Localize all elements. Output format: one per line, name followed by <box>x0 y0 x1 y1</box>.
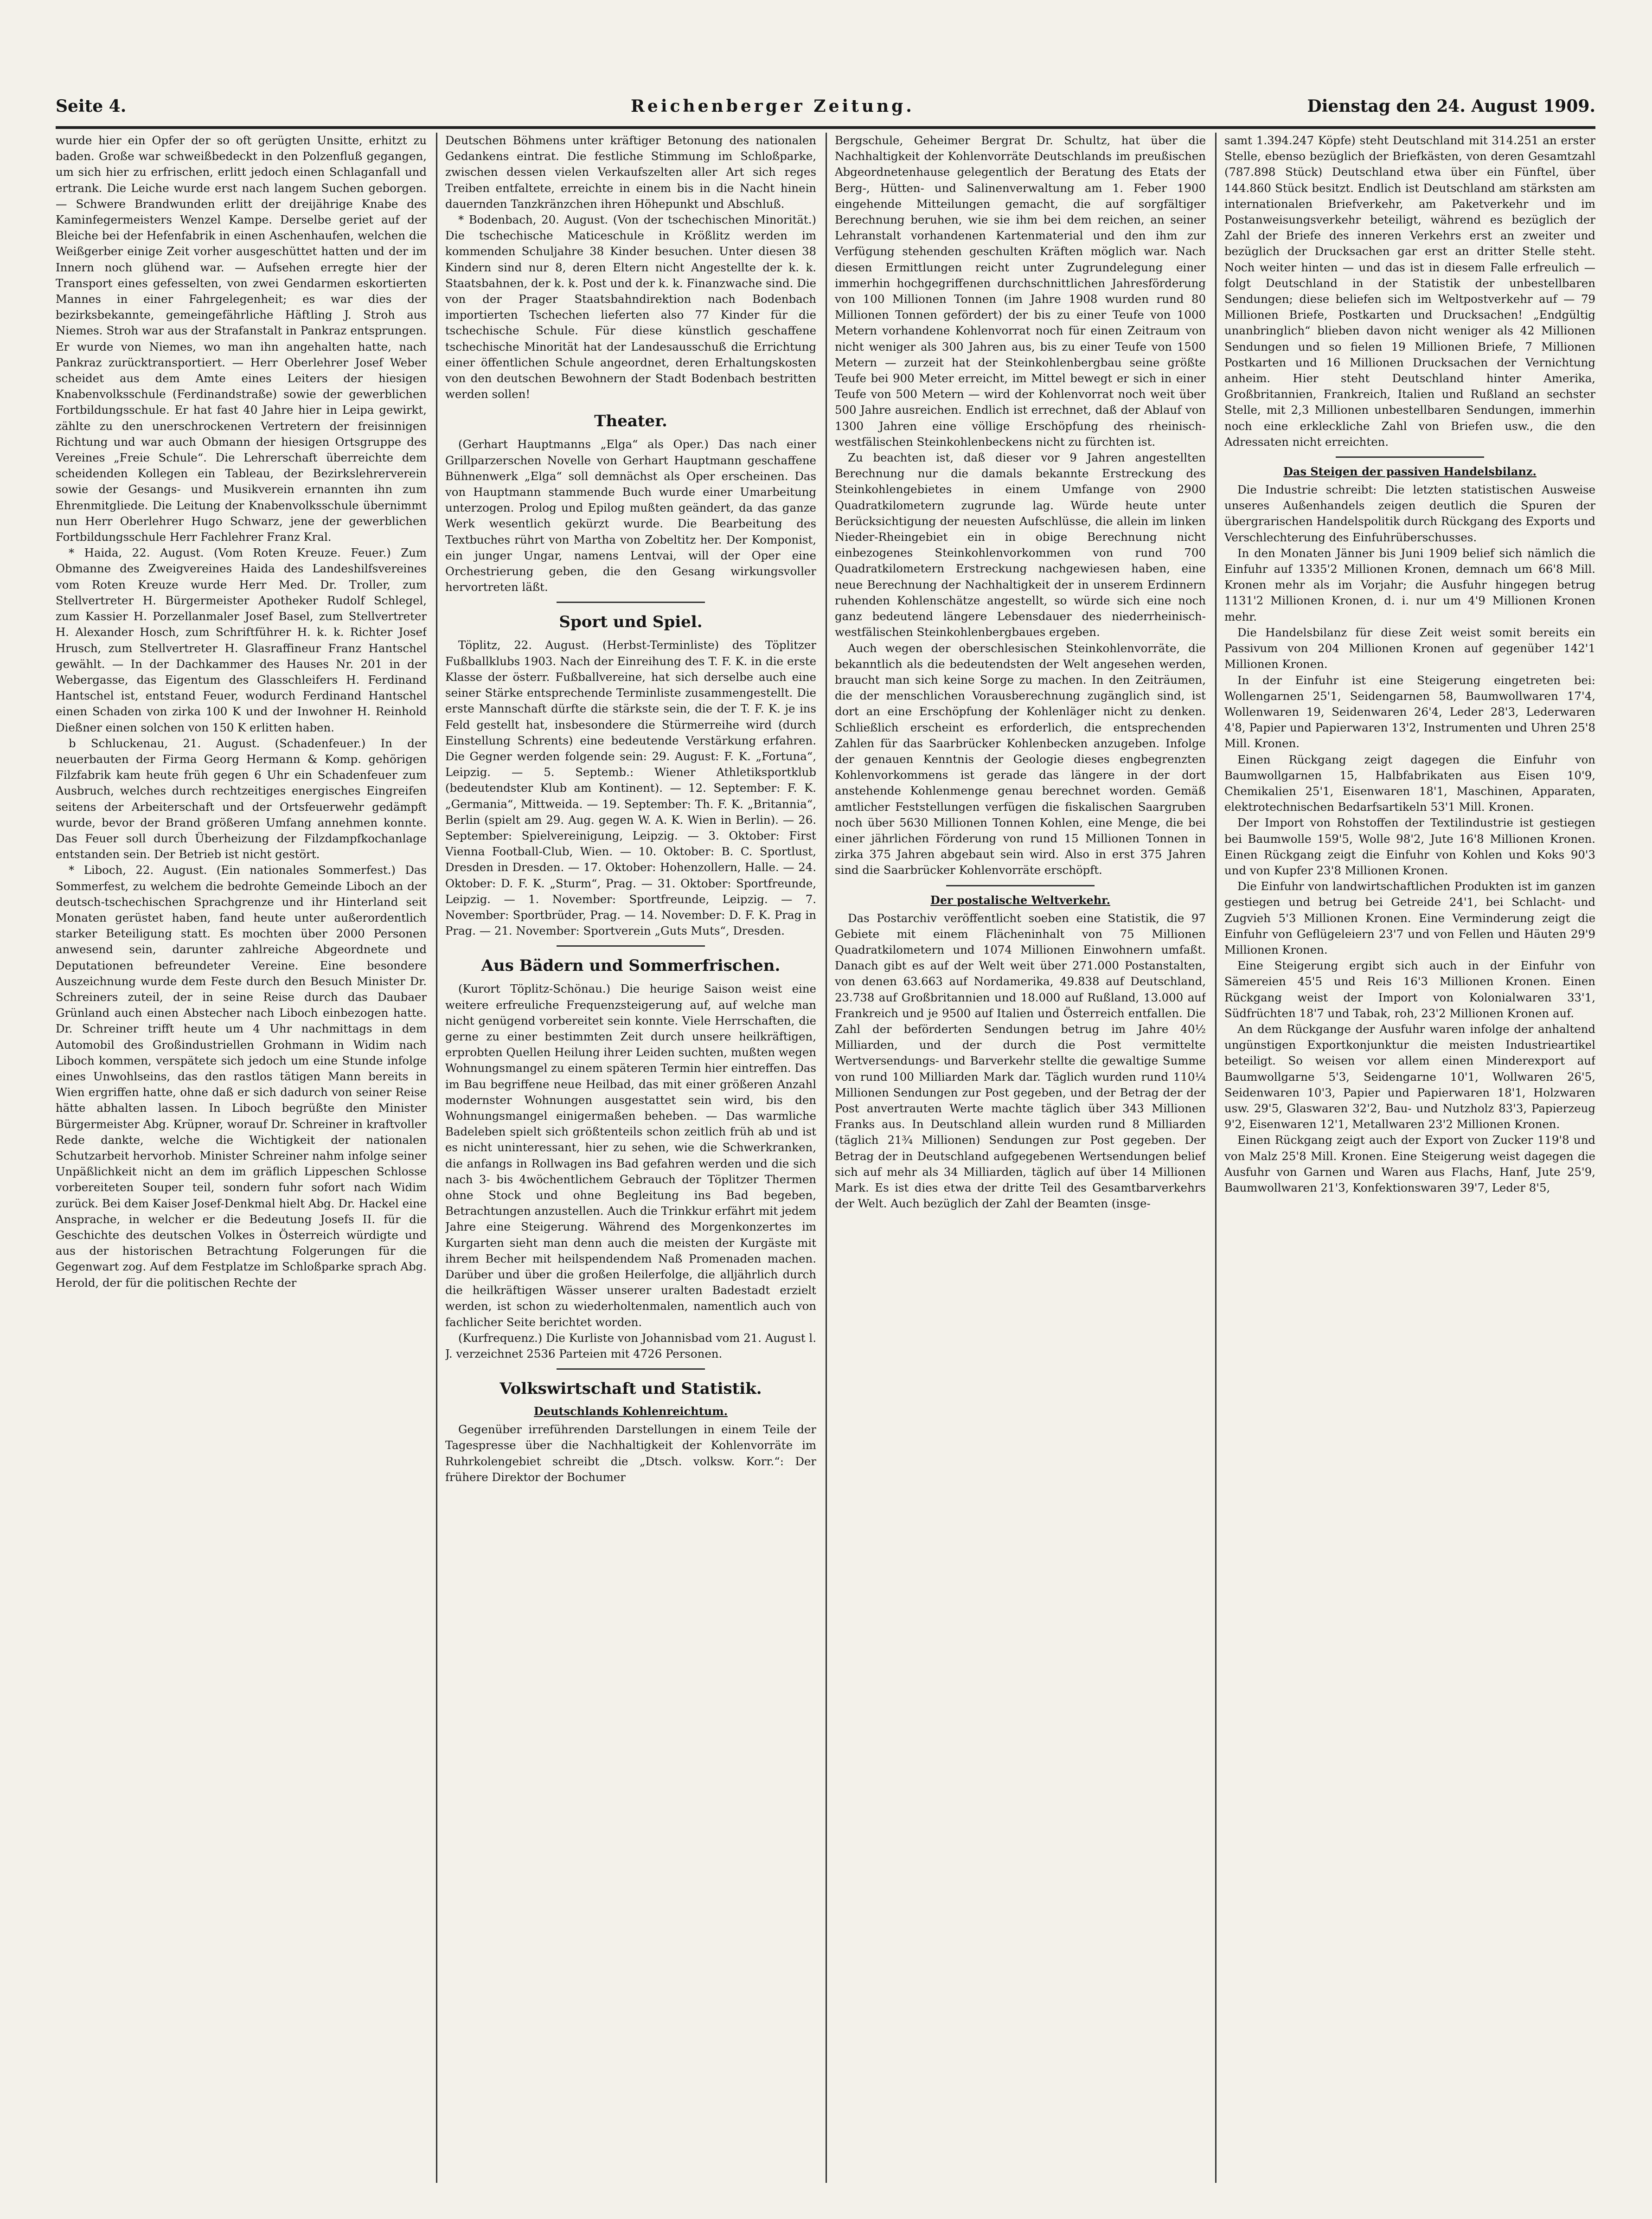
column-1 <box>56 133 427 2183</box>
article-text: Das Postarchiv veröffentlicht soeben eine Statistik, die 97 Gebiete mit einem Flächeninhalt von 75 Millionen Quadratkilometern und 1074 Millionen Einwohnern umfaßt. Danach gibt es auf der Welt weit über 271.000 Postanstalten, von denen 63.663 auf Nordamerika, 49.838 auf Deutschland, 23.738 auf Großbritannien und 18.000 auf Rußland, 13.000 auf Frankreich und je 9500 auf Italien und Österreich entfallen. Die Zahl der beförderten Sendungen betrug im Jahre 40½ Milliarden, und der durch die Post vermittelte Wertversendungs- und Barverkehr stellte die gewaltige Summe von rund 100 Milliarden Mark dar. Täglich wurden rund 110¼ Millionen Sendungen zur Post gegeben, und der Betrag der der Post anvertrauten Werte machte täglich über 343 Millionen Franks aus. In Deutschland allein wurden rund 8 Milliarden (täglich 21¾ Millionen) Sendungen zur Post gegeben. Der Betrag der in Deutschland aufgegebenen Wertsendungen belief sich auf mehr als 34 Milliarden, täglich auf über 14 Millionen Mark. Es ist dies etwa der dritte Teil des Gesamtbarverkehrs der Welt. Auch bezüglich der Zahl der Beamten (insge- <box>835 911 1206 1211</box>
newspaper-page <box>56 93 1595 2189</box>
article-text: wurde hier ein Opfer der so oft gerügten Unsitte, erhitzt zu baden. Große war schweißbedeckt in den Polzenfluß gegangen, um sich hier zu erfrischen, erlitt jedoch einen Schlaganfall und ertrank. Die Leiche wurde erst nach langem Suchen geborgen. — Schwere Brandwunden erlitt der dreijährige Knabe des Kaminfegermeisters Wenzel Kampe. Derselbe geriet auf der Bleiche bei der Hefenfabrik in einen Aschenhaufen, welchen die Weißgerber einige Zeit vorher ausgeschüttet hatten und der im Innern noch glühend war. — Aufsehen erregte hier der Transport eines gefesselten, von zwei Gendarmen eskortierten Mannes in einer Fahrgelegenheit; es war dies der bezirksbekannte, gemeingefährliche Häftling J. Stroh aus Niemes. Stroh war aus der Strafanstalt in Pankraz entsprungen. Er wurde von Niemes, wo man ihn angehalten hatte, nach Pankraz zurücktransportiert. — Herr Oberlehrer Josef Weber scheidet aus dem Amte eines Leiters der hiesigen Knabenvolksschule (Ferdinandstraße) sowie der gewerblichen Fortbildungsschule. Er hat fast 40 Jahre hier in Leipa gewirkt, zählte zu den unerschrockenen Vertretern der freisinnigen Richtung und war auch Obmann der hiesigen Ortsgruppe des Vereines „Freie Schule“. Die Lehrerschaft überreichte dem scheidenden Kollegen ein Tableau, der Bezirkslehrerverein sowie der Gesangs- und Musikverein ernannten ihn zum Ehrenmitgliede. Die Leitung der Knabenvolksschule übernimmt nun Herr Oberlehrer Hugo Schwarz, jene der gewerblichen Fortbildungsschule Herr Fachlehrer Franz Kral. <box>56 134 427 544</box>
article-text: An dem Rückgange der Ausfuhr waren infolge der anhaltend ungünstigen Exportkonjunktur die meisten Industrieartikel beteiligt. So weisen vor allem einen Minderexport auf Baumwollgarne 5'3, Seidengarne 10'1, Wollwaren 26'5, Seidenwaren 10'3, Papier und Papierwaren 18'1, Holzwaren usw. 29'5, Glaswaren 32'2, Bau- und Nutzholz 83'3, Papierzeug 9'2, Eisenwaren 12'1, Metallwaren 23'2 Millionen Kronen. <box>1224 1022 1595 1131</box>
article-text: Bergschule, Geheimer Bergrat Dr. Schultz, hat über die Nachhaltigkeit der Kohlenvorräte Deutschlands im preußischen Abgeordnetenhause gelegentlich der Beratung des Etats der Berg-, Hütten- und Salinenverwaltung am 1. Feber 1900 eingehende Mitteilungen gemacht, die auf sorgfältiger Berechnung beruhen, wie sie ihm bei dem reichen, an seiner Lehranstalt vorhandenen Kartenmaterial und den ihm zur Verfügung stehenden geschulten Kräften möglich war. Nach diesen Ermittlungen reicht unter Zugrundelegung einer immerhin hochgegriffenen durchschnittlichen Jahresförderung von 100 Millionen Tonnen (im Jahre 1908 wurden rund 80 Millionen Tonnen gefördert) der bis zu einer Teufe von 1000 Metern vorhandene Kohlenvorrat noch für einen Zeitraum von nicht weniger als 300 Jahren aus, bis zu einer Teufe von 1500 Metern — zurzeit hat der Steinkohlenbergbau seine größte Teufe bei 900 Meter erreicht, im Mittel bewegt er sich in einer Teufe von 500 Metern — wird der Kohlenvorrat noch weit über 500 Jahre ausreichen. Endlich ist errechnet, daß der Ablauf von 1300 Jahren eine völlige Erschöpfung des rheinisch-westfälischen Steinkohlenbeckens nicht zu fürchten ist. <box>835 134 1206 449</box>
article-text: Eine Steigerung ergibt sich auch in der Einfuhr von Sämereien 45'5 und Reis 16'3 Millionen Kronen. Einen Rückgang weist der Import von Kolonialwaren 33'1, Südfrüchten 18'7 und Tabak, roh, 23'2 Millionen Kronen auf. <box>1224 959 1595 1020</box>
short-rule <box>946 885 1095 886</box>
short-rule <box>1336 456 1484 458</box>
article-text: Einen Rückgang zeigt dagegen die Einfuhr von Baumwollgarnen 15, Halbfabrikaten aus Eisen 10'9, Chemikalien 25'1, Eisenwaren 18'1, Maschinen, Apparaten, elektrotechnischen Bedarfsartikeln 53'1 Mill. Kronen. <box>1224 752 1595 814</box>
article-text: Töplitz, 22. August. (Herbst-Terminliste) des Töplitzer Fußballklubs 1903. Nach der Einreihung des T. F. K. in die erste Klasse der österr. Fußballvereine, hat sich derselbe auch eine seiner Stärke entsprechende Terminliste zusammengestellt. Die erste Mannschaft dürfte die stärkste sein, die der T. F. K. je ins Feld gestellt hat, insbesondere die Stürmerreihe wird (durch Einstellung Schrents) eine bedeutende Verstärkung erfahren. Die Gegner werden folgende sein: 29. August: F. K. „Fortuna“, Leipzig. — 5. Septemb.: Wiener Athletiksportklub (bedeutendster Klub am Kontinent). — 12. September: F. K. „Germania“, Mittweida. — 19. September: Th. F. K. „Britannia“, Berlin (spielt am 29. Aug. gegen W. A. K. Wien in Berlin). — 26. September: Spielvereinigung, Leipzig. — 3. Oktober: First Vienna Football-Club, Wien. — 10. Oktober: B. C. Sportlust, Dresden in Dresden. — 17. Oktober: Hohenzollern, Halle. — 24. Oktober: D. F. K. „Sturm“, Prag. — 31. Oktober: Sportfreunde, Leipzig. — 1. November: Sportfreunde, Leipzig. — 7. November: Sportbrüder, Prag. — 14. November: D. F. K. Prag in Prag. — 21. November: Sportverein „Guts Muts“, Dresden. <box>445 638 816 938</box>
masthead <box>56 93 1595 122</box>
article-subheading: Der postalische Weltverkehr. <box>930 893 1110 907</box>
article-text: (Kurfrequenz.) Die Kurliste von Johannisbad vom 21. August l. J. verzeichnet 2536 Parteien mit 4726 Personen. <box>445 1331 816 1361</box>
article-subheading: Deutschlands Kohlenreichtum. <box>534 1405 728 1418</box>
article-text: (Kurort Töplitz-Schönau.) Die heurige Saison weist eine weitere erfreuliche Frequenzsteigerung auf, auf welche man nicht genügend vorbereitet sein konnte. Viele Herrschaften, die gerne zu einer bestimmten Zeit durch unsere heilkräftigen, erprobten Quellen Heilung ihrer Leiden suchten, mußten wegen Wohnungsmangel zu einem späteren Termin hier eintreffen. Das im Bau begriffene neue Heilbad, das mit einer größeren Anzahl modernster Wohnungen ausgestattet sein wird, bis den Wohnungsmangel einigermaßen beheben. — Das warmliche Badeleben spielt sich größtenteils schon zeitlich früh ab und ist es nicht uninteressant, hier zu sehen, wie die Schwerkranken, die anfangs in Rollwagen ins Bad gefahren werden und die sich nach 3- bis 4wöchentlichem Gebrauch der Töplitzer Thermen ohne Stock und ohne Begleitung ins Bad begeben, Betrachtungen anzustellen. Auch die Trinkkur erfährt mit jedem Jahre eine Steigerung. Während des Morgenkonzertes im Kurgarten sieht man denn auch die meisten der Kurgäste mit ihrem Becher mit heilspendendem Naß Promenaden machen. Darüber und über die großen Heilerfolge, die alljährlich durch die heilkräftigen Wässer unserer uralten Badestadt erzielt werden, ist schon zu wiederholtenmalen, namentlich auch von fachlicher Seite berichtet worden. <box>445 982 816 1329</box>
article-text: Gegenüber irreführenden Darstellungen in einem Teile der Tagespresse über die Nachhaltigkeit der Kohlenvorräte im Ruhrkolengebiet schreibt die „Dtsch. volksw. Korr.“: Der frühere Direktor der Bochumer <box>445 1423 816 1484</box>
article-text: In der Einfuhr ist eine Steigerung eingetreten bei: Wollengarnen 25'1, Seidengarnen 58, Baumwollwaren 17'4, Wollenwaren 19, Seidenwaren 26'4, Leder 28'3, Lederwaren 4'8, Papier und Papierwaren 13'2, Instrumenten und Uhren 25'8 Mill. Kronen. <box>1224 673 1595 750</box>
column-divider <box>826 133 827 2183</box>
newspaper-title: Reichenberger Zeitung. <box>631 96 915 116</box>
article-text: Die Einfuhr von landwirtschaftlichen Produkten ist im ganzen gestiegen und betrug bei Getreide 24'1, bei Schlacht- und Zugvieh 5'3 Millionen Kronen. Eine Verminderung zeigt die Einfuhr von Geflügeleiern 23'7 und von Fellen und Häuten 29'9 Millionen Kronen. <box>1224 879 1595 956</box>
article-text: (Gerhart Hauptmanns „Elga“ als Oper.) Das nach einer Grillparzerschen Novelle von Gerhart Hauptmann geschaffene Bühnenwerk „Elga“ soll demnächst als Oper erscheinen. Das von Hauptmann stammende Buch wurde einer Umarbeitung unterzogen. Prolog und Epilog mußten geändert, da das ganze Werk wesentlich gekürzt wurde. Die Bearbeitung des Textbuches rührt von Martha von Zobeltitz her. Der Komponist, ein junger Ungar, namens Lentvai, will der Oper eine Orchestrierung geben, die den Gesang wirkungsvoller hervortreten läßt. <box>445 437 816 594</box>
article-text: In den Monaten Jänner bis Juni 1909 belief sich nämlich die Einfuhr auf 1335'2 Millionen Kronen, demnach um 66'8 Mill. Kronen mehr als im Vorjahr; die Ausfuhr hingegen betrug 1131'2 Millionen Kronen, d. i. nur um 4'9 Millionen Kronen mehr. <box>1224 546 1595 623</box>
article-text: samt 1.394.247 Köpfe) steht Deutschland mit 314.251 an erster Stelle, ebenso bezüglich der Briefkästen, von deren Gesamtzahl (787.898 Stück) Deutschland etwa über ein Fünftel, über 144.860 Stück besitzt. Endlich ist Deutschland am stärksten am internationalen Briefverkehr, am Paketverkehr und im Postanweisungsverkehr beteiligt, während es bezüglich der Zahl der Briefe des inneren Verkehrs erst an zweiter und bezüglich der Drucksachen gar erst an dritter Stelle steht. Noch weiter hinten — und das ist in diesem Falle erfreulich — folgt Deutschland in der Statistik der unbestellbaren Sendungen; diese beliefen sich im Weltpostverkehr auf — 79 Millionen Briefe, Postkarten und Drucksachen! „Endgültig unanbringlich“ blieben davon nicht weniger als 42 Millionen Sendungen und so fielen 19 Millionen Briefe, 7 Millionen Postkarten und 16 Millionen Drucksachen der Vernichtung anheim. Hier steht Deutschland hinter Amerika, Großbritannien, Frankreich, Italien und Rußland an sechster Stelle, mit 2,3 Millionen unbestellbaren Sendungen, immerhin noch eine erkleckliche Zahl von Briefen usw., die den Adressaten nicht erreichten. <box>1224 134 1595 449</box>
section-heading-baeder: Aus Bädern und Sommerfrischen. <box>481 956 781 975</box>
article-text: Einen Rückgang zeigt auch der Export von Zucker 119'8 und von Malz 25'8 Mill. Kronen. Eine Steigerung weist dagegen die Ausfuhr von Garnen und Waren aus Flachs, Hanf, Jute 25'9, Baumwollwaren 21'3, Konfektionswaren 39'7, Leder 8'5, <box>1224 1133 1595 1194</box>
issue-date: Dienstag den 24. August 1909. <box>1307 96 1595 116</box>
section-heading-volkswirtschaft: Volkswirtschaft und Statistik. <box>499 1379 762 1398</box>
section-heading-sport: Sport und Spiel. <box>559 613 703 632</box>
short-rule <box>557 602 705 603</box>
page-number: Seite 4. <box>56 96 127 116</box>
column-divider <box>1215 133 1217 2183</box>
short-rule <box>557 945 705 947</box>
column-4 <box>1224 133 1595 2183</box>
section-heading-theater: Theater. <box>594 412 667 431</box>
column-divider <box>436 133 437 2183</box>
article-text: * Haida, 22. August. (Vom Roten Kreuze. Feuer.) Zum Obmanne des Zweigvereines Haida des Landeshilfsvereines vom Roten Kreuze wurde Herr Med. Dr. Troller, zum Stellvertreter H. Bürgermeister Apotheker Rudolf Schlegel, zum Kassier H. Porzellanmaler Josef Basel, zum Stellvertreter H. Alexander Hosch, zum Schriftführer H. k. k. Richter Josef Hrusch, zum Stellvertreter H. Glasraffineur Franz Hantschel gewählt. — In der Dachkammer des Hauses Nr. 201 in der Webergasse, das Eigentum des Glasschleifers H. Ferdinand Hantschel ist, entstand Feuer, wodurch Ferdinand Hantschel einen Schaden von zirka 100 K und der Inwohner H. Reinhold Dießner einen solchen von 150 K erlitten haben. <box>56 546 427 734</box>
article-text: Auch wegen der oberschlesischen Steinkohlenvorräte, die bekanntlich als die bedeutendsten der Welt angesehen werden, braucht man sich keine Sorge zu machen. In den Zeiträumen, die der menschlichen Vorausberechnung zugänglich sind, ist dort an eine Erschöpfung der Kohlenläger nicht zu denken. Schließlich erscheint es erforderlich, die entsprechenden Zahlen für das Saarbrücker Kohlenbecken anzugeben. Infolge der genauen Kenntnis der Geologie dieses engbegrenzten Kohlenvorkommens ist gerade das längere in der dort anstehende Kohlenmenge genau berechnet worden. Gemäß amtlicher Feststellungen verfügen die fiskalischen Saargruben noch über 5630 Millionen Tonnen Kohlen, eine Menge, die bei einer jährlichen Förderung von rund 15 Millionen Tonnen in zirka 375 Jahren abgebaut sein wird. Also in erst 375 Jahren sind die Saarbrücker Kohlenvorräte erschöpft. <box>835 641 1206 877</box>
article-text: * Liboch, 22. August. (Ein nationales Sommerfest.) Das Sommerfest, zu welchem die bedrohte Gemeinde Liboch an der deutsch-tschechischen Sprachgrenze und ihr Hinterland seit Monaten gerüstet haben, fand heute unter außerordentlich starker Beteiligung statt. Es mochten über 2000 Personen anwesend sein, darunter zahlreiche Abgeordnete und Deputationen befreundeter Vereine. Eine besondere Auszeichnung wurde dem Feste durch den Besuch Minister Dr. Schreiners zuteil, der in seine Reise durch das Daubaer Grünland auch einen Abstecher nach Liboch einbezogen hatte. Dr. Schreiner trifft heute um 4 Uhr nachmittags in dem Automobil des Großindustriellen Grohmann in Widim nach Liboch kommen, verspätete sich jedoch um eine Stunde infolge eines Unwohlseins, das den rastlos tätigen Mann bereits in Wien ergriffen hatte, ohne daß er sich dadurch von seiner Reise hätte abhalten lassen. In Liboch begrüßte den Minister Bürgermeister Abg. Krüpner, worauf Dr. Schreiner in kraftvoller Rede dankte, welche die Wichtigkeit der nationalen Schutzarbeit hervorhob. Minister Schreiner nahm infolge seiner Unpäßlichkeit nicht an dem im gräflich Lippeschen Schlosse vorbereiteten Souper teil, sondern fuhr sofort nach Widim zurück. Bei dem Kaiser Josef-Denkmal hielt Abg. Dr. Hackel eine Ansprache, in welcher er die Bedeutung Josefs II. für die Geschichte des deutschen Volkes in Österreich würdigte und aus der historischen Betrachtung Folgerungen für die Gegenwart zog. Auf dem Festplatze im Schloßparke sprach Abg. Herold, der für die politischen Rechte der <box>56 863 427 1289</box>
article-text: Der Import von Rohstoffen der Textilindustrie ist gestiegen bei Baumwolle 159'5, Wolle 98'2, Jute 16'8 Millionen Kronen. Einen Rückgang zeigt die Einfuhr von Kohlen und Koks 90'3 und von Kupfer 23'8 Millionen Kronen. <box>1224 816 1595 877</box>
article-text: Zu beachten ist, daß dieser vor 9 Jahren angestellten Berechnung nur die damals bekannte Erstreckung des Steinkohlengebietes in einem Umfange von 2900 Quadratkilometern zugrunde lag. Würde heute unter Berücksichtigung der neuesten Aufschlüsse, die allein im linken Nieder-Rheingebiet ein in obige Berechnung nicht einbezogenes Steinkohlenvorkommen von rund 700 Quadratkilometern Erstreckung nachgewiesen haben, eine neue Berechnung der Nachhaltigkeit der in unserem Erdinnern ruhenden Kohlenschätze angestellt, so würde sich eine noch ganz bedeutend längere Lebensdauer des niederrheinisch-westfälischen Steinkohlenbergbaues ergeben. <box>835 451 1206 639</box>
column-3 <box>835 133 1206 2183</box>
article-text: Die Handelsbilanz für diese Zeit weist somit bereits ein Passivum von 204 Millionen Kronen auf gegenüber 142'1 Millionen Kronen. <box>1224 625 1595 671</box>
column-2 <box>445 133 816 2183</box>
article-text: * Bodenbach, 20. August. (Von der tschechischen Minorität.) Die tschechische Maticeschule in Krößlitz werden im kommenden Schuljahre 38 Kinder besuchen. Unter diesen 38 Kindern sind nur 8, deren Eltern nicht Angestellte der k. k. Staatsbahnen, der k. k. Post und der k. k. Finanzwache sind. Die von der Prager Staatsbahndirektion nach Bodenbach importierten Tschechen lieferten also 77 Kinder für die tschechische Schule. Für diese künstlich geschaffene tschechische Minorität hat der Landesausschuß die Errichtung einer öffentlichen Schule angeordnet, deren Erhaltungskosten von den deutschen Bewohnern der Stadt Bodenbach bestritten werden sollen! <box>445 213 816 401</box>
short-rule <box>557 1368 705 1370</box>
header-rule <box>56 126 1595 129</box>
article-text: Die Industrie schreibt: Die letzten statistischen Ausweise unseres Außenhandels zeigen deutlich die Spuren der übergrarischen Handelspolitik durch Rückgang des Exports und Verschlechterung des Einfuhrüberschusses. <box>1224 483 1595 544</box>
article-text: b Schluckenau, 21. August. (Schadenfeuer.) In der neuerbauten der Firma Georg Hermann & Komp. gehörigen Filzfabrik kam heute früh gegen 6 Uhr ein Schadenfeuer zum Ausbruch, welches durch rechtzeitiges energisches Eingreifen seitens der Arbeiterschaft und der Ortsfeuerwehr gedämpft wurde, bevor der Brand größeren Umfang annehmen konnte. Das Feuer soll durch Überheizung der Filzdampfkochanlage entstanden sein. Der Betrieb ist nicht gestört. <box>56 736 427 861</box>
article-subheading: Das Steigen der passiven Handelsbilanz. <box>1283 465 1537 479</box>
article-text: Deutschen Böhmens unter kräftiger Betonung des nationalen Gedankens eintrat. Die festliche Stimmung im Schloßparke, zwischen dessen vielen Verkaufszelten aller Art sich reges Treiben entfaltete, erreichte in einem bis in die Nacht hinein dauernden Tanzkränzchen ihren Höhepunkt und Abschluß. <box>445 134 816 211</box>
